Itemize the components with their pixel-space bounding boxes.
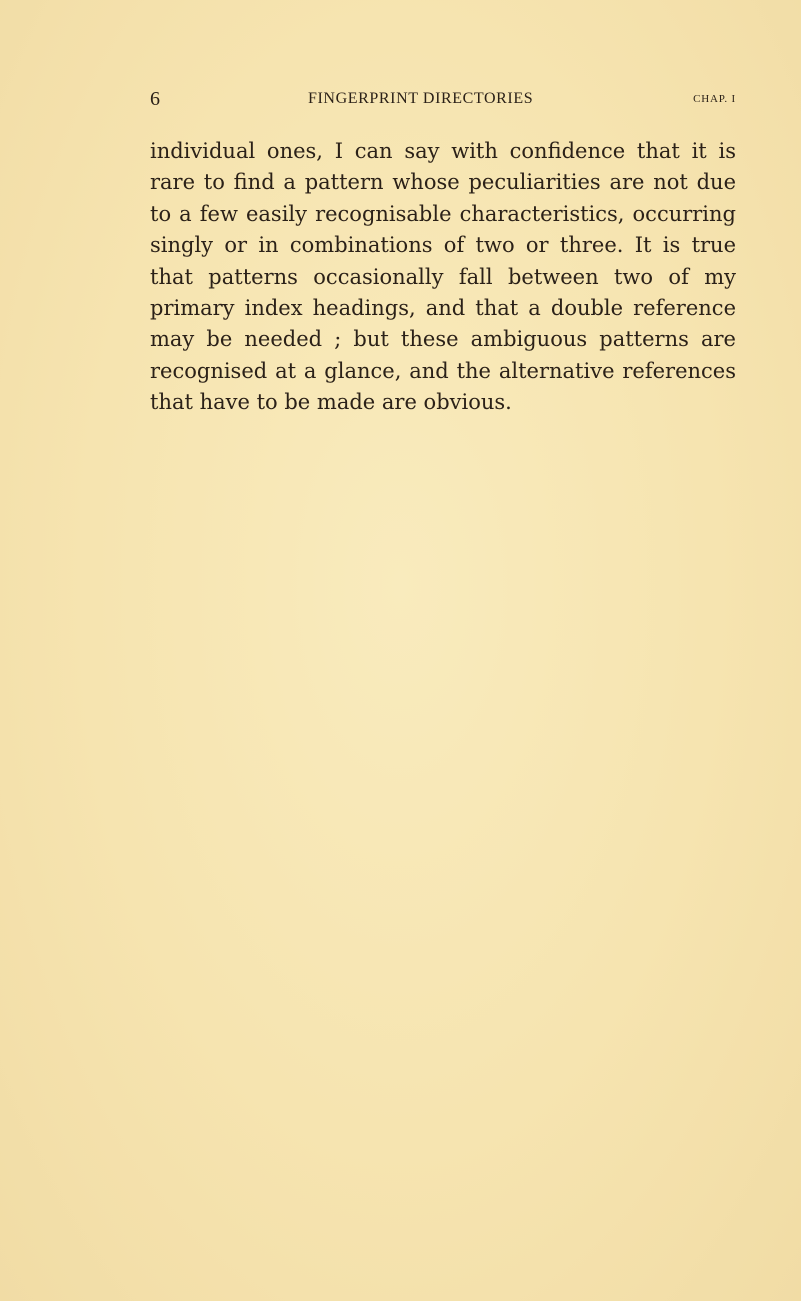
text-line: rare to find a pattern whose peculiarities are not due xyxy=(150,170,736,195)
text-line: that have to be made are obvious. xyxy=(150,390,512,415)
chapter-mark: CHAP. I xyxy=(693,93,736,105)
text-line: individual ones, I can say with confidence that it is xyxy=(150,139,736,163)
text-line: singly or in combinations of two or three. It is true xyxy=(150,233,736,258)
text-line: recognised at a glance, and the alternative references xyxy=(150,358,736,383)
body-paragraph xyxy=(150,136,736,419)
page-number: 6 xyxy=(150,88,160,110)
running-title: FINGERPRINT DIRECTORIES xyxy=(308,90,534,107)
text-line: may be needed ; but these ambiguous patterns are xyxy=(150,327,736,352)
running-head xyxy=(150,88,736,116)
text-line: to a few easily recognisable characteristics, occurring xyxy=(150,201,736,226)
text-line: that patterns occasionally fall between two of my xyxy=(150,264,736,289)
text-line: primary index headings, and that a double reference xyxy=(150,295,736,320)
